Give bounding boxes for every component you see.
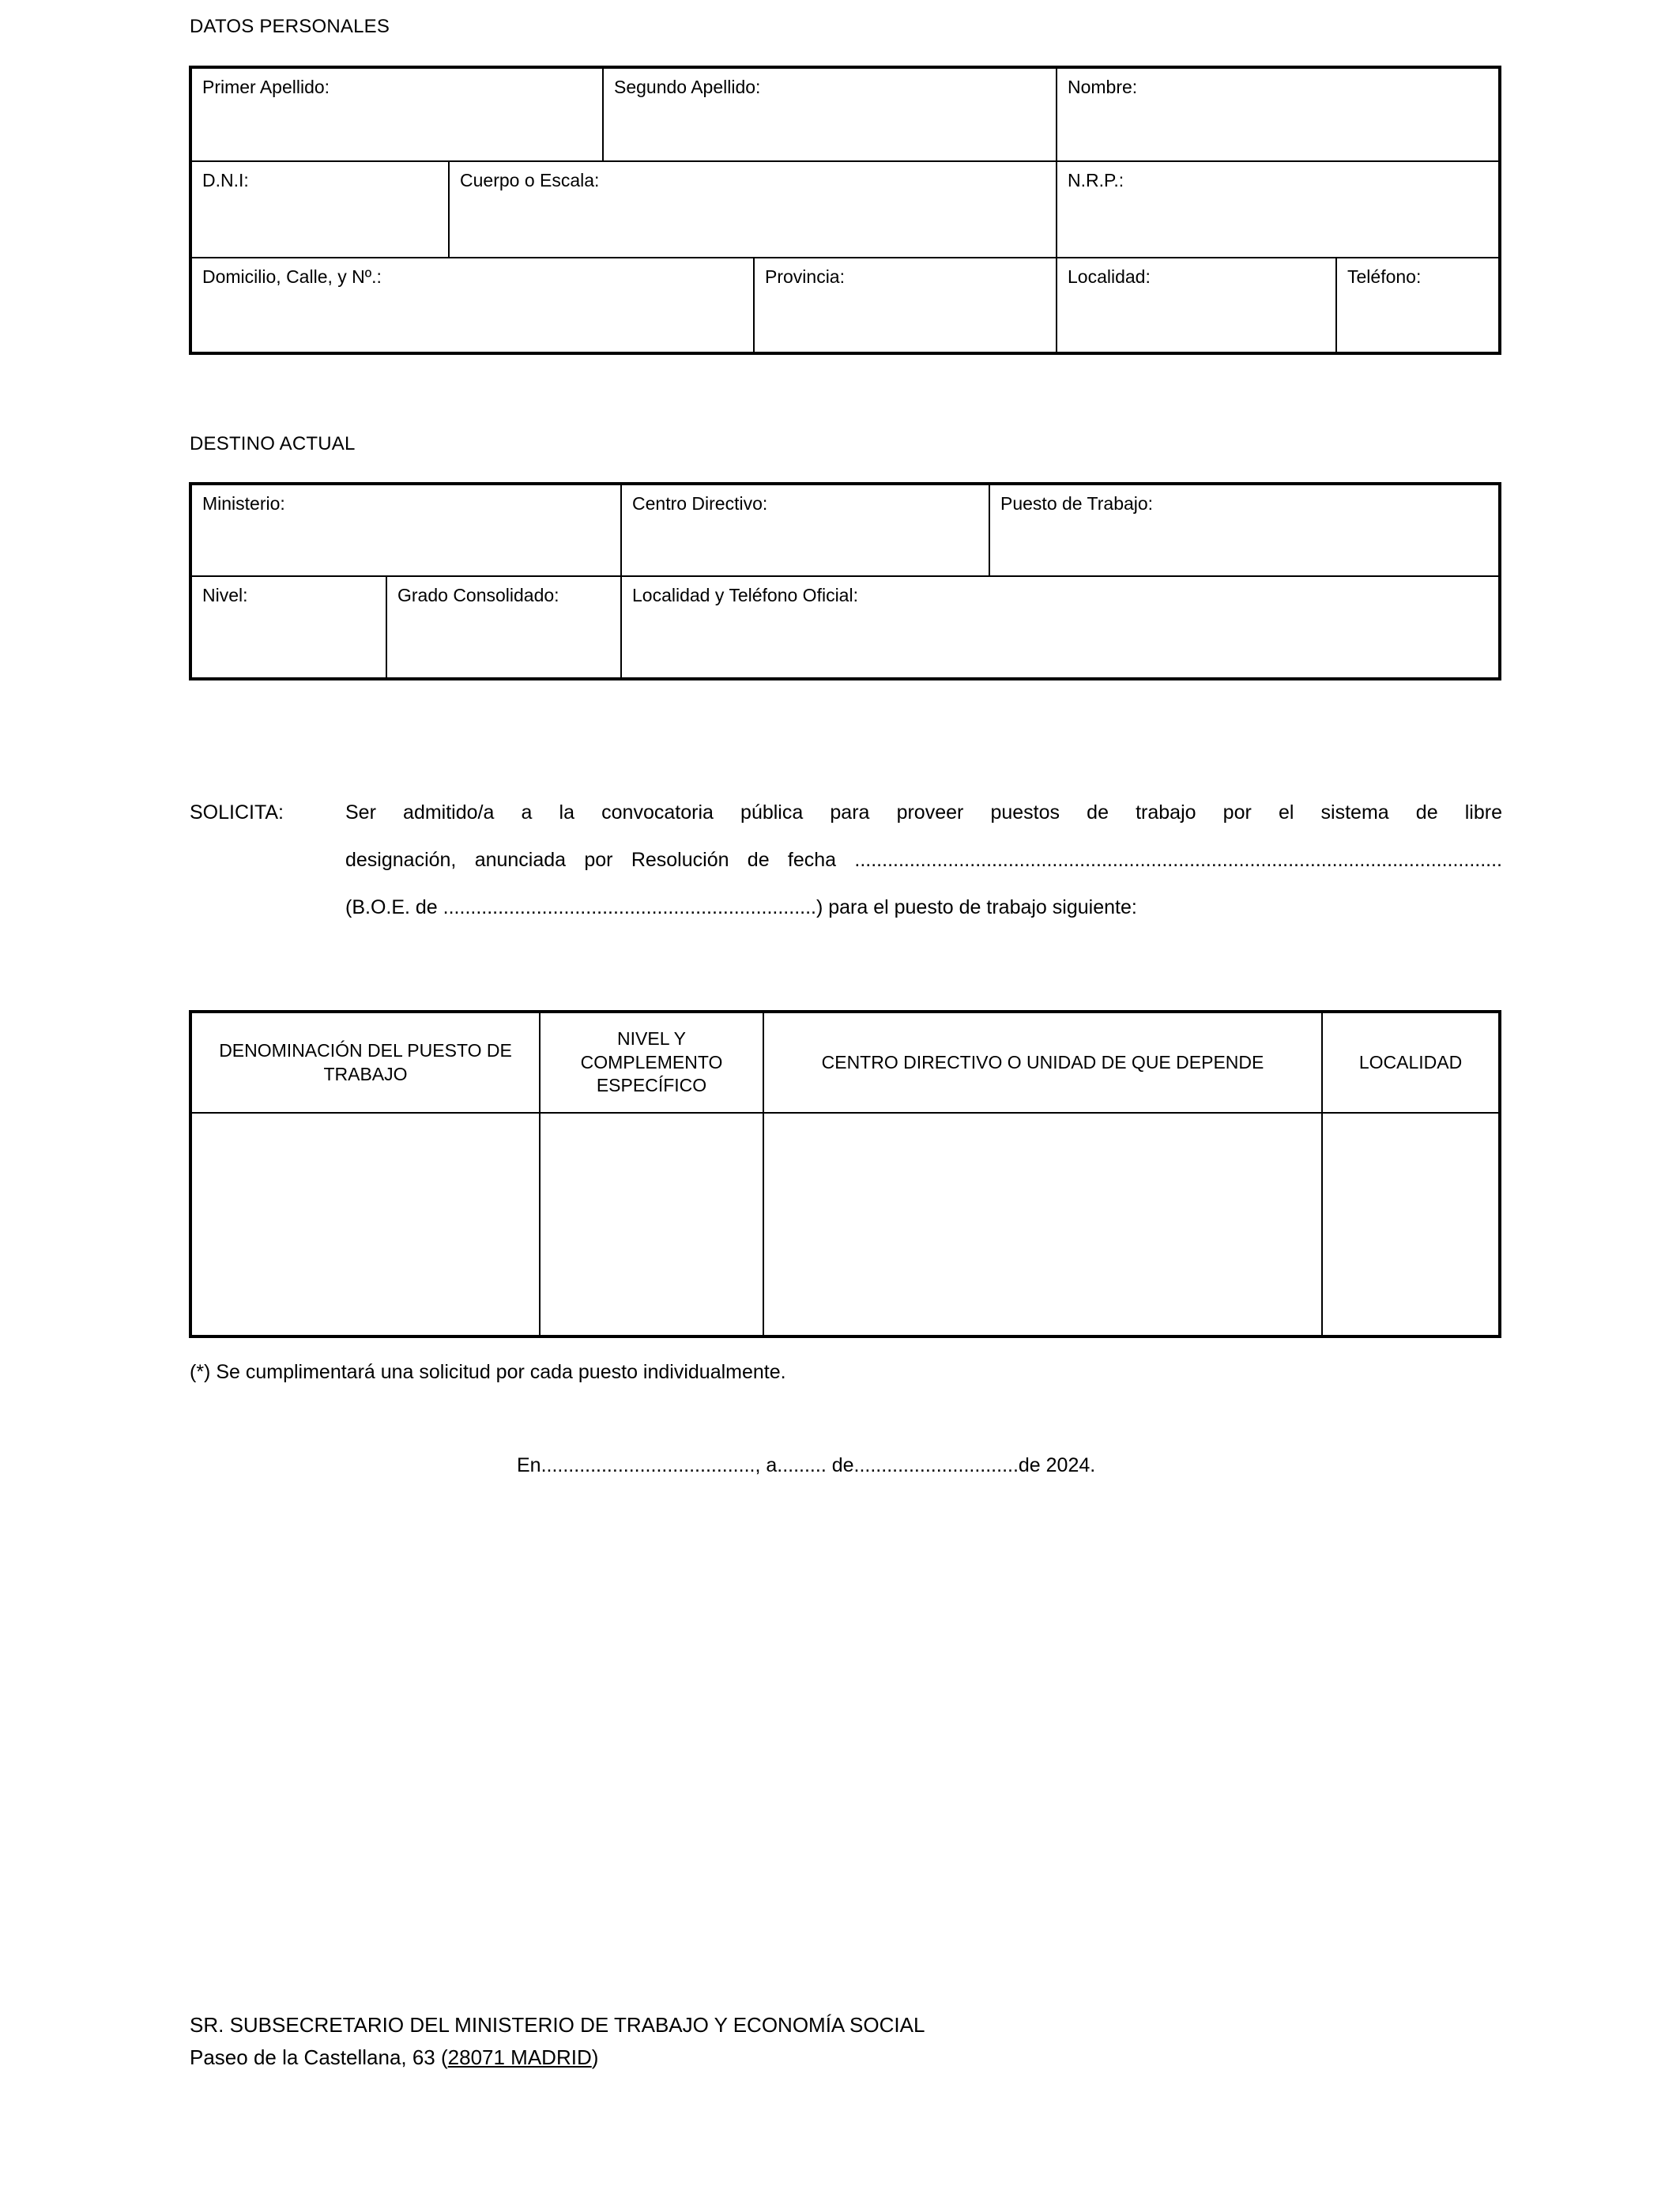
field-puesto-trabajo[interactable] bbox=[990, 485, 1498, 575]
field-localidad-puesto[interactable] bbox=[1323, 1114, 1498, 1335]
field-label: Nombre: bbox=[1068, 77, 1138, 97]
field-label: Ministerio: bbox=[202, 493, 285, 514]
field-dni[interactable] bbox=[192, 162, 450, 257]
field-label: Teléfono: bbox=[1347, 266, 1422, 287]
field-domicilio[interactable] bbox=[192, 258, 755, 352]
field-label: Puesto de Trabajo: bbox=[1000, 493, 1154, 514]
solicita-line-3: (B.O.E. de ....................................................................) para el puesto de trabajo siguiente: bbox=[345, 896, 1137, 918]
field-label: Nivel: bbox=[202, 585, 248, 605]
field-segundo-apellido[interactable] bbox=[604, 69, 1057, 160]
field-primer-apellido[interactable] bbox=[192, 69, 604, 160]
field-label: Primer Apellido: bbox=[202, 77, 330, 97]
field-label: D.N.I: bbox=[202, 170, 249, 190]
field-nombre[interactable] bbox=[1057, 69, 1498, 160]
table-row bbox=[192, 162, 1498, 258]
puestos-table bbox=[189, 1010, 1501, 1338]
footer-address-postal: 28071 MADRID bbox=[447, 2045, 592, 2069]
table-header-row bbox=[192, 1013, 1498, 1114]
date-line: En......................................., a......... de..............................de 2024. bbox=[517, 1454, 1096, 1476]
field-label: Localidad y Teléfono Oficial: bbox=[632, 585, 858, 605]
solicita-label: SOLICITA: bbox=[190, 801, 284, 824]
solicita-line-1: Ser admitido/a a la convocatoria pública para proveer puestos de trabajo por el sistema de libre bbox=[345, 801, 1502, 824]
field-label: N.R.P.: bbox=[1068, 170, 1124, 190]
table-row bbox=[192, 258, 1498, 352]
footnote: (*) Se cumplimentará una solicitud por cada puesto individualmente. bbox=[190, 1361, 786, 1383]
field-label: Grado Consolidado: bbox=[397, 585, 559, 605]
field-label: Cuerpo o Escala: bbox=[460, 170, 600, 190]
field-label: Domicilio, Calle, y Nº.: bbox=[202, 266, 382, 287]
header-centro-unidad: CENTRO DIRECTIVO O UNIDAD DE QUE DEPENDE bbox=[764, 1013, 1323, 1112]
field-nrp[interactable] bbox=[1057, 162, 1498, 257]
table-row bbox=[192, 69, 1498, 162]
footer-address-suffix: ) bbox=[591, 2045, 599, 2069]
field-label: Provincia: bbox=[765, 266, 845, 287]
field-ministerio[interactable] bbox=[192, 485, 622, 575]
table-row bbox=[192, 1114, 1498, 1335]
solicita-paragraph bbox=[190, 789, 1502, 931]
solicita-line-2: designación, anunciada por Resolución de fecha ...................................................................................................................... bbox=[345, 849, 1502, 871]
footer-address bbox=[190, 2041, 925, 2074]
header-nivel-complemento: NIVEL Y COMPLEMENTO ESPECÍFICO bbox=[541, 1013, 764, 1112]
field-localidad[interactable] bbox=[1057, 258, 1337, 352]
header-denominacion-puesto: DENOMINACIÓN DEL PUESTO DE TRABAJO bbox=[192, 1013, 541, 1112]
solicita-text bbox=[345, 789, 1502, 931]
datos-personales-table bbox=[189, 66, 1501, 355]
field-centro-unidad[interactable] bbox=[764, 1114, 1323, 1335]
field-provincia[interactable] bbox=[755, 258, 1057, 352]
field-grado-consolidado[interactable] bbox=[387, 577, 622, 677]
field-nivel-complemento[interactable] bbox=[541, 1114, 764, 1335]
destino-actual-table bbox=[189, 482, 1501, 680]
footer-block bbox=[190, 2009, 925, 2074]
field-label: Centro Directivo: bbox=[632, 493, 768, 514]
datos-personales-title: DATOS PERSONALES bbox=[190, 16, 390, 37]
footer-address-prefix: Paseo de la Castellana, 63 ( bbox=[190, 2045, 448, 2069]
field-centro-directivo[interactable] bbox=[622, 485, 990, 575]
table-row bbox=[192, 577, 1498, 677]
footer-recipient: SR. SUBSECRETARIO DEL MINISTERIO DE TRABAJO Y ECONOMÍA SOCIAL bbox=[190, 2013, 925, 2037]
header-localidad: LOCALIDAD bbox=[1358, 1051, 1463, 1072]
field-nivel[interactable] bbox=[192, 577, 387, 677]
table-row bbox=[192, 485, 1498, 577]
destino-actual-title: DESTINO ACTUAL bbox=[190, 433, 356, 454]
field-label: Localidad: bbox=[1068, 266, 1151, 287]
field-cuerpo-escala[interactable] bbox=[450, 162, 1057, 257]
field-localidad-telefono-oficial[interactable] bbox=[622, 577, 1498, 677]
field-label: Segundo Apellido: bbox=[614, 77, 761, 97]
field-denominacion-puesto[interactable] bbox=[192, 1114, 541, 1335]
field-telefono[interactable] bbox=[1337, 258, 1498, 352]
